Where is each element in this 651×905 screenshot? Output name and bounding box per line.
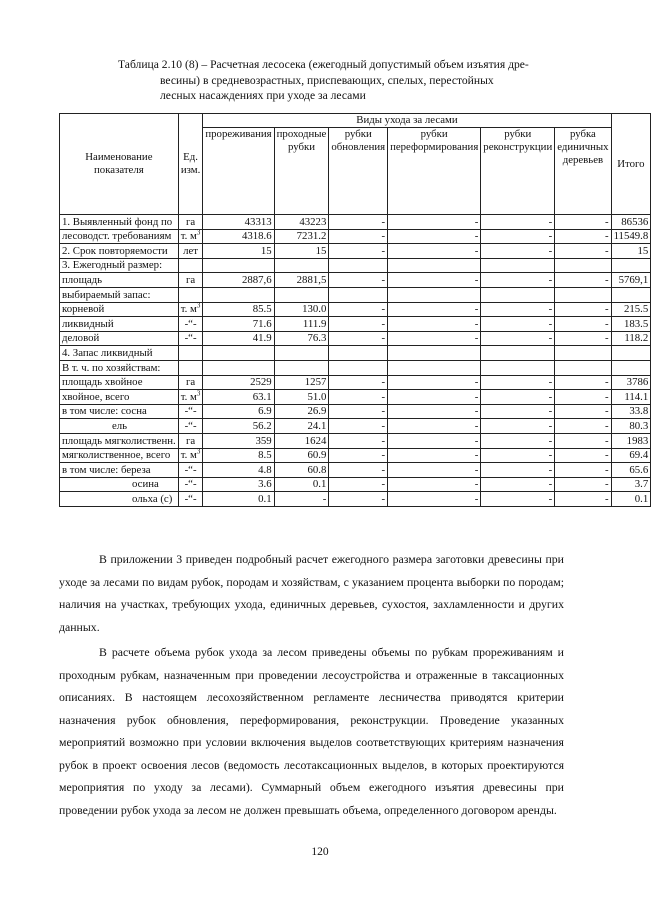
value-cell: 56.2 [203, 419, 274, 434]
value-cell: - [388, 419, 481, 434]
row-label: 3. Ежегодный размер: [60, 258, 179, 273]
unit-text: -“- [184, 463, 197, 476]
value-cell: - [555, 463, 611, 478]
value-cell: 130.0 [274, 302, 329, 317]
value-cell: - [481, 302, 555, 317]
value-cell [274, 258, 329, 273]
total-cell: 118.2 [611, 331, 651, 346]
row-label: В т. ч. по хозяйствам: [60, 360, 179, 375]
table-row [60, 463, 651, 478]
paragraph [59, 641, 564, 821]
value-cell: 60.8 [274, 463, 329, 478]
row-label: площадь хвойное [60, 375, 179, 390]
value-cell: 4.8 [203, 463, 274, 478]
value-cell [388, 346, 481, 361]
row-label: деловой [60, 331, 179, 346]
row-label: осина [60, 477, 179, 492]
value-cell: - [481, 375, 555, 390]
total-cell [611, 346, 651, 361]
value-cell: - [481, 331, 555, 346]
row-unit [178, 404, 203, 419]
table-row [60, 492, 651, 507]
value-cell: 43313 [203, 215, 274, 230]
value-cell [388, 287, 481, 302]
row-unit [178, 360, 203, 375]
value-cell: 1624 [274, 433, 329, 448]
value-cell: - [481, 477, 555, 492]
row-unit [178, 477, 203, 492]
value-cell: 6.9 [203, 404, 274, 419]
value-cell: - [555, 229, 611, 244]
value-cell: - [388, 492, 481, 507]
row-unit [178, 331, 203, 346]
value-cell: 71.6 [203, 317, 274, 332]
total-cell: 183.5 [611, 317, 651, 332]
value-cell: - [555, 492, 611, 507]
header-type: прореживания [203, 128, 274, 215]
value-cell: 2529 [203, 375, 274, 390]
value-cell: 8.5 [203, 448, 274, 463]
total-cell: 114.1 [611, 390, 651, 405]
value-cell: - [329, 229, 388, 244]
table-row [60, 229, 651, 244]
table-row [60, 375, 651, 390]
total-cell: 1983 [611, 433, 651, 448]
total-cell: 15 [611, 244, 651, 259]
total-cell: 5769,1 [611, 273, 651, 288]
total-cell: 11549.8 [611, 229, 651, 244]
value-cell: - [481, 433, 555, 448]
value-cell [329, 258, 388, 273]
value-cell [203, 258, 274, 273]
value-cell: 15 [203, 244, 274, 259]
value-cell [388, 360, 481, 375]
caption-line-2: весины) в средневозрастных, приспевающих, спелых, перестойных [160, 73, 494, 87]
value-cell [481, 346, 555, 361]
value-cell: - [329, 492, 388, 507]
value-cell: 60.9 [274, 448, 329, 463]
row-label: ликвидный [60, 317, 179, 332]
row-label: выбираемый запас: [60, 287, 179, 302]
value-cell: - [555, 302, 611, 317]
value-cell: - [329, 331, 388, 346]
value-cell: - [388, 229, 481, 244]
value-cell: 63.1 [203, 390, 274, 405]
value-cell: - [329, 477, 388, 492]
value-cell: - [481, 419, 555, 434]
value-cell: - [388, 390, 481, 405]
value-cell: 3.6 [203, 477, 274, 492]
row-unit [178, 419, 203, 434]
value-cell: - [481, 448, 555, 463]
value-cell: - [555, 419, 611, 434]
value-cell: - [555, 477, 611, 492]
value-cell [481, 360, 555, 375]
value-cell [555, 287, 611, 302]
header-type: рубки переформирования [388, 128, 481, 215]
row-unit [178, 346, 203, 361]
row-label: лесоводст. требованиям [60, 229, 179, 244]
value-cell: 111.9 [274, 317, 329, 332]
value-cell [555, 346, 611, 361]
unit-text: -“- [184, 332, 197, 345]
header-group: Виды ухода за лесами [203, 114, 611, 128]
unit-text: т. м [180, 303, 197, 316]
value-cell [329, 346, 388, 361]
value-cell: 15 [274, 244, 329, 259]
value-cell: - [481, 317, 555, 332]
row-unit [178, 390, 203, 405]
value-cell: - [388, 244, 481, 259]
row-label: ольха (с) [60, 492, 179, 507]
header-unit: Ед. изм. [178, 114, 203, 215]
caption-line-3: лесных насаждениях при уходе за лесами [160, 89, 366, 102]
row-unit [178, 273, 203, 288]
row-unit [178, 433, 203, 448]
row-label: площадь [60, 273, 179, 288]
row-label: площадь мягколиственн. [60, 433, 179, 448]
value-cell: 51.0 [274, 390, 329, 405]
table-row [60, 433, 651, 448]
row-unit [178, 258, 203, 273]
table-row [60, 331, 651, 346]
value-cell: - [388, 375, 481, 390]
table-caption [118, 57, 560, 104]
total-cell: 215.5 [611, 302, 651, 317]
value-cell [555, 258, 611, 273]
paragraph [59, 548, 564, 638]
header-type: рубка единичных деревьев [555, 128, 611, 215]
table-row [60, 448, 651, 463]
value-cell: 26.9 [274, 404, 329, 419]
value-cell: - [481, 492, 555, 507]
value-cell: 85.5 [203, 302, 274, 317]
header-type: рубки обновления [329, 128, 388, 215]
value-cell: - [329, 463, 388, 478]
cutting-area-table [59, 113, 651, 507]
value-cell: - [329, 375, 388, 390]
row-label: хвойное, всего [60, 390, 179, 405]
total-cell: 33.8 [611, 404, 651, 419]
value-cell: - [555, 244, 611, 259]
value-cell: - [329, 433, 388, 448]
unit-superscript: 3 [196, 389, 201, 398]
unit-text: га [185, 434, 196, 447]
paragraph-text: В расчете объема рубок ухода за лесом приведены объемы по рубкам прореживаниям и проходным рубкам, назначенным при проведении лесоустройства и отраженные в таксационных описаниях. В настоящем лесохозяйственном регламенте лесничества приводятся критерии назначения рубок обновления, переформирования, реконструкции. Проведение указанных мероприятий возможно при условии включения выделов соответствующих критериям назначения рубок в проект освоения лесов (ведомость лесотаксационных выделов, в которых проектируются мероприятия по уходу за лесами). Суммарный объем ежегодного изъятия древесины при проведении рубок ухода за лесом не должен превышать объема, определенного договором аренды. [59, 645, 564, 817]
paragraph-text: В приложении 3 приведен подробный расчет ежегодного размера заготовки древесины при уходе за лесами по видам рубок, породам и хозяйствам, с указанием процента выборки по породам; наличия на участках, требующих ухода, единичных деревьев, сухостоя, захламленности и других данных. [59, 552, 564, 634]
value-cell: 7231.2 [274, 229, 329, 244]
value-cell: - [555, 375, 611, 390]
row-label: мягколиственное, всего [60, 448, 179, 463]
unit-superscript: 3 [196, 447, 201, 456]
unit-text: т. м [180, 390, 197, 403]
value-cell: 24.1 [274, 419, 329, 434]
value-cell [555, 360, 611, 375]
value-cell: - [555, 433, 611, 448]
value-cell [274, 346, 329, 361]
total-cell [611, 258, 651, 273]
total-cell [611, 287, 651, 302]
value-cell: - [481, 273, 555, 288]
total-cell: 3786 [611, 375, 651, 390]
value-cell: - [329, 419, 388, 434]
unit-text: -“- [184, 405, 197, 418]
caption-line-1: Таблица 2.10 (8) – Расчетная лесосека (ежегодный допустимый объем изъятия дре- [118, 58, 529, 71]
row-unit [178, 215, 203, 230]
unit-text: га [185, 376, 196, 389]
value-cell: - [481, 229, 555, 244]
value-cell: - [388, 273, 481, 288]
value-cell: - [388, 433, 481, 448]
total-cell: 0.1 [611, 492, 651, 507]
table-row [60, 419, 651, 434]
value-cell [481, 258, 555, 273]
unit-text: т. м [180, 449, 197, 462]
value-cell: - [555, 215, 611, 230]
table-row [60, 360, 651, 375]
value-cell: - [329, 302, 388, 317]
table-row [60, 258, 651, 273]
row-unit [178, 229, 203, 244]
table-row [60, 287, 651, 302]
value-cell: - [329, 448, 388, 463]
table-row [60, 302, 651, 317]
value-cell: 2881,5 [274, 273, 329, 288]
unit-superscript: 3 [196, 301, 201, 310]
table-row [60, 215, 651, 230]
table-row [60, 390, 651, 405]
value-cell [203, 287, 274, 302]
value-cell: - [481, 390, 555, 405]
value-cell: - [481, 215, 555, 230]
value-cell: - [329, 404, 388, 419]
row-unit [178, 492, 203, 507]
header-type: проходные рубки [274, 128, 329, 215]
header-type: рубки реконструкции [481, 128, 555, 215]
row-unit [178, 317, 203, 332]
row-unit [178, 244, 203, 259]
value-cell: - [481, 244, 555, 259]
value-cell: 41.9 [203, 331, 274, 346]
row-label: 1. Выявленный фонд по [60, 215, 179, 230]
value-cell: - [329, 215, 388, 230]
value-cell [329, 360, 388, 375]
value-cell [203, 346, 274, 361]
value-cell: - [388, 317, 481, 332]
unit-text: -“- [184, 317, 197, 330]
row-unit [178, 448, 203, 463]
value-cell: 0.1 [274, 477, 329, 492]
row-label: в том числе: береза [60, 463, 179, 478]
total-cell: 65.6 [611, 463, 651, 478]
total-cell [611, 360, 651, 375]
unit-superscript: 3 [196, 228, 201, 237]
table-row [60, 346, 651, 361]
row-label: ель [60, 419, 179, 434]
value-cell: 359 [203, 433, 274, 448]
value-cell [274, 287, 329, 302]
value-cell: - [388, 302, 481, 317]
unit-text: га [185, 215, 196, 228]
row-label: 2. Срок повторяемости [60, 244, 179, 259]
total-cell: 69.4 [611, 448, 651, 463]
value-cell: - [555, 273, 611, 288]
value-cell: - [481, 463, 555, 478]
table-row [60, 273, 651, 288]
value-cell: - [388, 477, 481, 492]
total-cell: 86536 [611, 215, 651, 230]
value-cell: - [555, 390, 611, 405]
unit-text: лет [183, 244, 198, 257]
value-cell: - [274, 492, 329, 507]
value-cell: - [329, 273, 388, 288]
row-unit [178, 463, 203, 478]
unit-text: -“- [184, 478, 197, 491]
value-cell: - [388, 215, 481, 230]
value-cell: - [329, 317, 388, 332]
value-cell: 76.3 [274, 331, 329, 346]
row-unit [178, 287, 203, 302]
value-cell [388, 258, 481, 273]
row-unit [178, 375, 203, 390]
value-cell: - [555, 404, 611, 419]
value-cell: 4318.6 [203, 229, 274, 244]
table-body [60, 215, 651, 507]
value-cell [274, 360, 329, 375]
value-cell: - [481, 404, 555, 419]
value-cell [329, 287, 388, 302]
value-cell: 2887,6 [203, 273, 274, 288]
total-cell: 80.3 [611, 419, 651, 434]
value-cell: 1257 [274, 375, 329, 390]
value-cell: - [329, 244, 388, 259]
table-row [60, 404, 651, 419]
total-cell: 3.7 [611, 477, 651, 492]
row-label: корневой [60, 302, 179, 317]
value-cell: - [555, 448, 611, 463]
table-row [60, 477, 651, 492]
table-row [60, 317, 651, 332]
value-cell: - [388, 404, 481, 419]
value-cell: - [555, 317, 611, 332]
unit-text: -“- [184, 420, 197, 432]
value-cell: - [388, 331, 481, 346]
row-label: в том числе: сосна [60, 404, 179, 419]
unit-text: га [185, 274, 196, 287]
unit-text: т. м [180, 230, 197, 243]
row-label: 4. Запас ликвидный [60, 346, 179, 361]
table-row [60, 244, 651, 259]
value-cell: - [388, 448, 481, 463]
row-unit [178, 302, 203, 317]
value-cell: 0.1 [203, 492, 274, 507]
value-cell [481, 287, 555, 302]
value-cell: - [555, 331, 611, 346]
value-cell: 43223 [274, 215, 329, 230]
header-total: Итого [611, 114, 651, 215]
unit-text: -“- [184, 492, 197, 505]
value-cell: - [329, 390, 388, 405]
value-cell: - [388, 463, 481, 478]
page-number: 120 [311, 846, 329, 858]
value-cell [203, 360, 274, 375]
header-name: Наименование показателя [60, 114, 179, 215]
